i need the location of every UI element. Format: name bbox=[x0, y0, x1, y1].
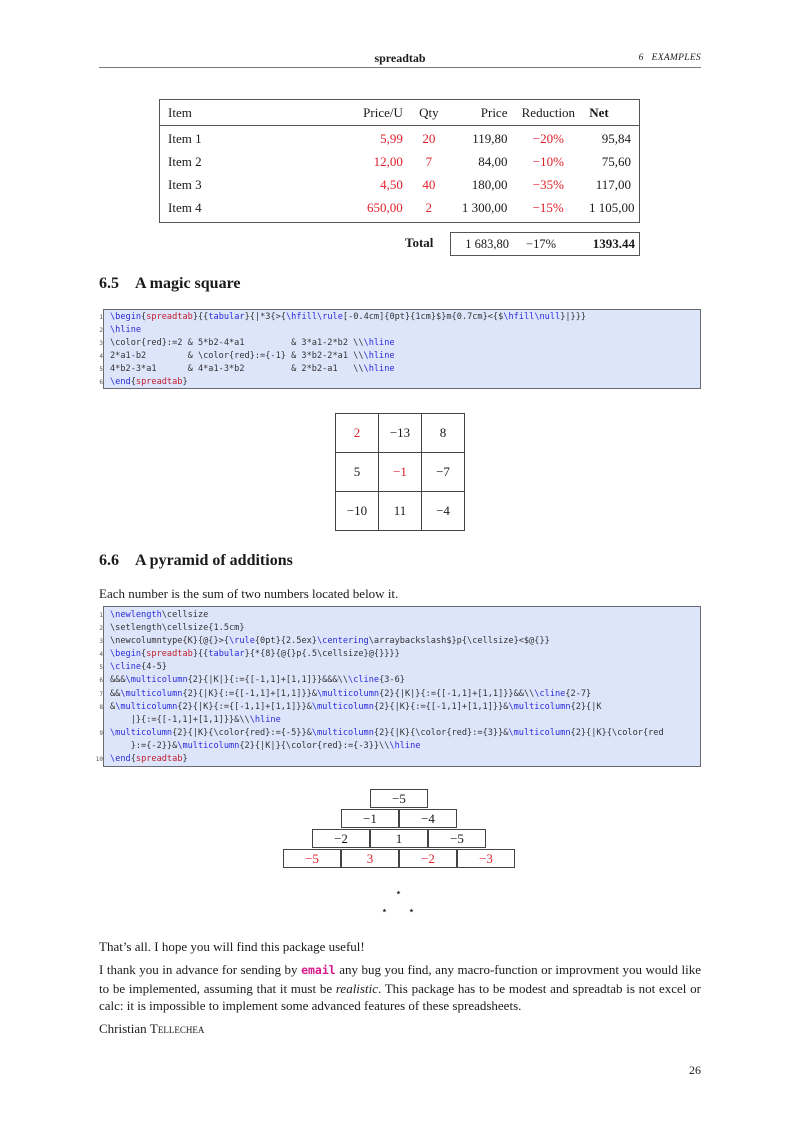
line-number: 2 bbox=[99, 327, 103, 335]
invoice-header-row bbox=[160, 100, 639, 126]
code-line: 4 \begin{spreadtab}{{tabular}{*{8}{@{}p{.5\cellsize}@{}}}} bbox=[104, 648, 700, 661]
total-box bbox=[450, 232, 640, 256]
line-number: 1 bbox=[99, 612, 103, 619]
cell-price: 180,00 bbox=[471, 176, 508, 192]
code-line: 5 4*b2-3*a1 & 4*a1-3*b2 & 2*b2-a1 \\\hline bbox=[104, 363, 700, 376]
magic-cell: −10 bbox=[336, 492, 379, 531]
cell-net: 75,60 bbox=[601, 153, 631, 169]
cell-qty: 7 bbox=[425, 153, 433, 169]
header-section bbox=[639, 53, 701, 63]
cell-net: 1 105,00 bbox=[589, 199, 635, 215]
author-first-name: Christian bbox=[99, 1021, 147, 1036]
star-ornament-left: ⋆ bbox=[381, 905, 388, 917]
col-header-reduction: Reduction bbox=[521, 104, 576, 120]
table-row bbox=[336, 492, 465, 531]
line-number: 10 bbox=[95, 756, 103, 764]
cell-reduction: −10% bbox=[532, 153, 564, 169]
table-row bbox=[160, 196, 639, 219]
cell-net: 95,84 bbox=[601, 130, 631, 146]
col-header-price: Price bbox=[480, 104, 508, 120]
pyramid-cell: −4 bbox=[399, 809, 457, 828]
code-line: |}{:={[-1,1]+[1,1]}}&\\\hline bbox=[110, 714, 281, 725]
col-header-net: Net bbox=[589, 104, 609, 120]
line-number: 5 bbox=[99, 664, 103, 672]
cell-qty: 2 bbox=[425, 199, 432, 215]
section-number: 6.5 bbox=[99, 275, 119, 292]
invoice-body bbox=[160, 126, 639, 222]
line-number: 9 bbox=[99, 729, 103, 737]
code-line: 1 \begin{spreadtab}{{tabular}{|*3{>{\hfill\rule[-0.4cm]{0pt}{1cm}$}m{0.7cm}<{$\hfill\null}|}}} bbox=[104, 311, 700, 324]
text-run: any bug you find, any macro-function or improvment you would like to be implemented, assuming that it must be bbox=[99, 962, 701, 996]
code-line: 4 2*a1-b2 & \color{red}:={-1} & 3*b2-2*a1 \\\hline bbox=[104, 350, 700, 363]
cell-price-unit: 650,00 bbox=[367, 199, 403, 215]
line-number: 2 bbox=[99, 625, 103, 633]
cell-price-unit: 4,50 bbox=[380, 176, 403, 192]
code-line: 6 \end{spreadtab} bbox=[104, 376, 700, 389]
pyramid-cell: −5 bbox=[370, 789, 428, 808]
code-line: }:={-2}}&\multicolumn{2}{|K|}{\color{red}:={-3}}\\\hline bbox=[110, 740, 421, 751]
magic-cell: 2 bbox=[336, 414, 379, 453]
cell-price: 1 300,00 bbox=[461, 199, 508, 215]
star-ornament-right: ⋆ bbox=[408, 905, 415, 917]
italic-text: realistic bbox=[335, 980, 378, 996]
header-section-number: 6 bbox=[638, 53, 644, 63]
cell-item: Item 3 bbox=[168, 176, 202, 192]
section-heading-pyramid bbox=[99, 552, 293, 570]
table-row bbox=[336, 414, 465, 453]
cell-reduction: −15% bbox=[532, 199, 564, 215]
section-number: 6.6 bbox=[99, 552, 119, 569]
code-line: 3 \newcolumntype{K}{@{}>{\rule{0pt}{2.5ex}\centering\arraybackslash$}p{\cellsize}<$@{}} bbox=[104, 635, 700, 648]
line-number: 1 bbox=[99, 314, 103, 321]
pyramid-intro: Each number is the sum of two numbers located below it. bbox=[99, 586, 399, 601]
closing-paragraph-2 bbox=[99, 961, 701, 1015]
pyramid-cell: −5 bbox=[428, 829, 486, 848]
code-line: 7 &&\multicolumn{2}{|K}{:={[-1,1]+[1,1]}}&\multicolumn{2}{|K|}{:={[-1,1]+[1,1]}}&&\\\cline{2-7} bbox=[104, 688, 700, 701]
col-header-qty: Qty bbox=[419, 104, 439, 120]
header-section-name: EXAMPLES bbox=[651, 53, 701, 63]
code-line: 1 \newlength\cellsize bbox=[104, 609, 700, 622]
pyramid-cell: −3 bbox=[457, 849, 515, 868]
code-line: 3 \color{red}:=2 & 5*b2-4*a1 & 3*a1-2*b2 \\\hline bbox=[104, 337, 700, 350]
line-number: 7 bbox=[99, 690, 103, 698]
code-line: 6 &&&\multicolumn{2}{|K|}{:={[-1,1]+[1,1]}}&&&\\\cline{3-6} bbox=[104, 674, 700, 687]
line-number: 5 bbox=[99, 366, 103, 374]
total-label: Total bbox=[405, 235, 434, 250]
total-price: 1 683,80 bbox=[465, 236, 509, 251]
pyramid-cell: 3 bbox=[341, 849, 399, 868]
cell-reduction: −35% bbox=[532, 176, 564, 192]
cell-price-unit: 5,99 bbox=[380, 130, 403, 146]
cell-item: Item 4 bbox=[168, 199, 202, 215]
line-number: 3 bbox=[99, 638, 103, 646]
header-title: spreadtab bbox=[374, 51, 426, 65]
table-row bbox=[160, 150, 639, 173]
table-row bbox=[336, 453, 465, 492]
cell-price: 119,80 bbox=[472, 130, 508, 146]
running-header bbox=[99, 50, 701, 68]
col-header-price-unit: Price/U bbox=[363, 104, 403, 120]
cell-reduction: −20% bbox=[532, 130, 564, 146]
magic-cell: −1 bbox=[379, 453, 422, 492]
cell-qty: 40 bbox=[422, 176, 436, 192]
pyramid-cell: −5 bbox=[283, 849, 341, 868]
pyramid-cell: 1 bbox=[370, 829, 428, 848]
code-line: 10 \end{spreadtab} bbox=[104, 753, 700, 766]
star-ornament-top: ⋆ bbox=[395, 887, 402, 899]
text-run: . This package has to be modest and spreadtab is not excel or calc: it is impossible to implement some advanced features of these spreadsheets. bbox=[99, 980, 701, 1013]
magic-cell: 8 bbox=[422, 414, 465, 453]
code-line: 2 \hline bbox=[104, 324, 700, 337]
cell-item: Item 2 bbox=[168, 153, 202, 169]
line-number: 6 bbox=[99, 379, 103, 387]
line-number: 3 bbox=[99, 340, 103, 348]
cell-price: 84,00 bbox=[478, 153, 508, 169]
invoice-table bbox=[159, 99, 640, 223]
page-number: 26 bbox=[689, 1063, 701, 1077]
code-line: 2 \setlength\cellsize{1.5cm} bbox=[104, 622, 700, 635]
line-number: 6 bbox=[99, 677, 103, 685]
pyramid-cell: −2 bbox=[399, 849, 457, 868]
table-row bbox=[160, 127, 639, 150]
text-run: I thank you in advance for sending by bbox=[99, 962, 302, 977]
total-reduction: −17% bbox=[526, 236, 556, 251]
magic-cell: −4 bbox=[422, 492, 465, 531]
code-block-pyramid bbox=[95, 606, 701, 767]
line-number: 8 bbox=[99, 703, 103, 711]
col-header-item: Item bbox=[168, 104, 192, 120]
pyramid-cell: −1 bbox=[341, 809, 399, 828]
total-net: 1393.44 bbox=[592, 236, 635, 251]
cell-price-unit: 12,00 bbox=[373, 153, 403, 169]
magic-square-table bbox=[335, 413, 465, 531]
cell-item: Item 1 bbox=[168, 130, 202, 146]
magic-cell: −13 bbox=[379, 414, 422, 453]
line-number: 4 bbox=[99, 353, 103, 361]
cell-qty: 20 bbox=[422, 130, 436, 146]
author-signature bbox=[99, 1020, 701, 1038]
code-line: 9 \multicolumn{2}{|K}{\color{red}:={-5}}&\multicolumn{2}{|K}{\color{red}:={3}}&\multicolumn{2}{|K}{\color{red bbox=[104, 727, 700, 740]
section-heading-magic-square bbox=[99, 275, 240, 293]
pyramid-cell: −2 bbox=[312, 829, 370, 848]
section-title: A pyramid of additions bbox=[135, 552, 293, 569]
code-block-magic-square bbox=[99, 309, 701, 389]
magic-cell: 5 bbox=[336, 453, 379, 492]
magic-cell: −7 bbox=[422, 453, 465, 492]
code-line: 8 &\multicolumn{2}{|K}{:={[-1,1]+[1,1]}}&\multicolumn{2}{|K}{:={[-1,1]+[1,1]}}&\multicolumn{2}{|K bbox=[104, 701, 700, 714]
closing-paragraph-1: That’s all. I hope you will find this package useful! bbox=[99, 939, 365, 954]
section-title: A magic square bbox=[135, 275, 241, 292]
table-row bbox=[160, 173, 639, 196]
email-link[interactable]: email bbox=[301, 963, 336, 977]
code-line: 5 \cline{4-5} bbox=[104, 661, 700, 674]
line-number: 4 bbox=[99, 651, 103, 659]
magic-cell: 11 bbox=[379, 492, 422, 531]
cell-net: 117,00 bbox=[595, 176, 631, 192]
author-last-name: Tellechea bbox=[149, 1021, 205, 1036]
